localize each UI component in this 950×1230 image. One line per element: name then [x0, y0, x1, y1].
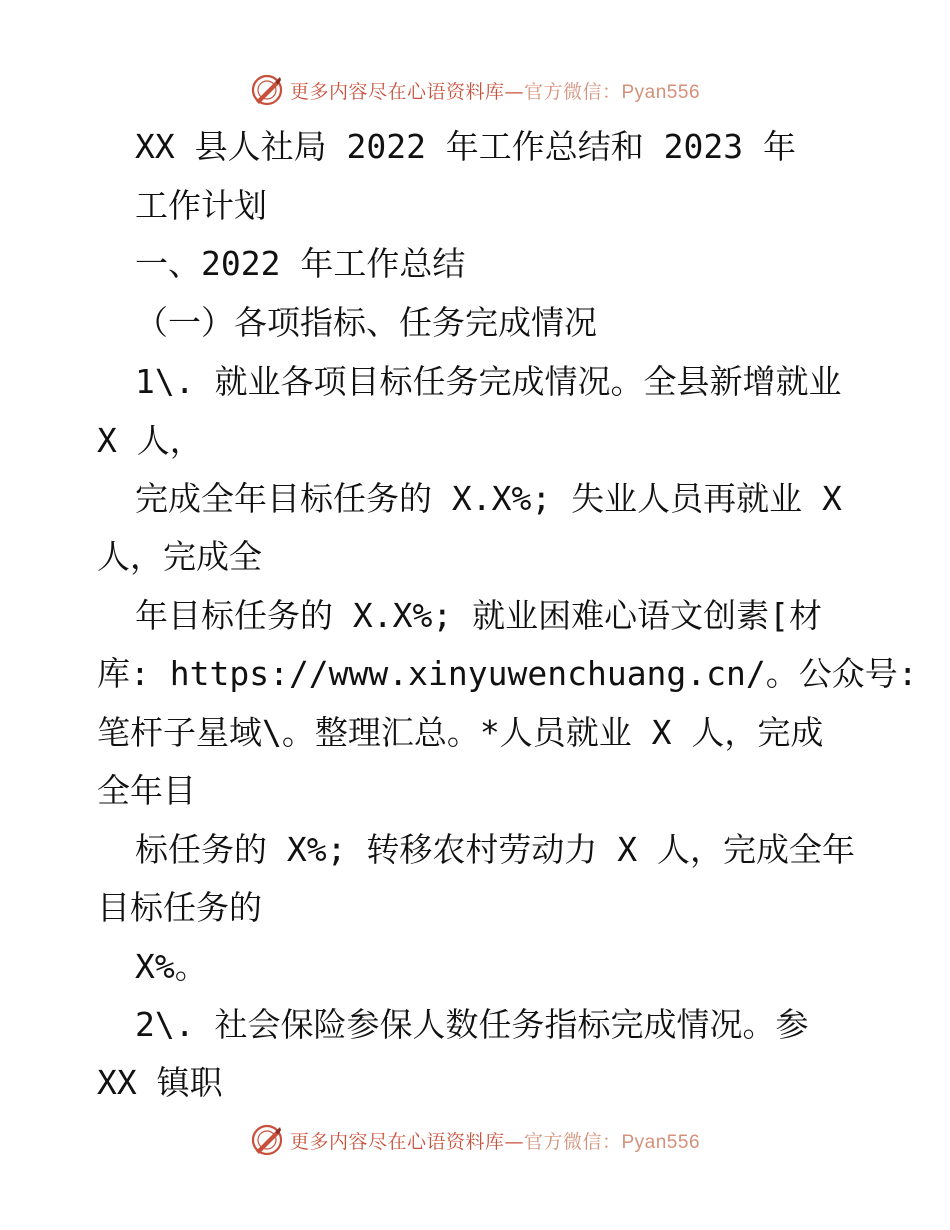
watermark-text	[290, 77, 700, 104]
paragraph-line: XX 镇职	[97, 1063, 223, 1102]
watermark-banner-top	[0, 70, 950, 110]
watermark-main-text: 更多内容尽在心语资料库	[289, 1130, 505, 1153]
watermark-dash: —	[504, 1130, 524, 1153]
paragraph-line: 库: https://www.xinyuwenchuang.cn/。公众号:	[97, 654, 918, 693]
paragraph-line: 人，完成全	[97, 537, 262, 576]
paragraph-line: 完成全年目标任务的 X.X%; 失业人员再就业 X	[135, 479, 842, 518]
paragraph-line: 笔杆子星域\。整理汇总。*人员就业 X 人，完成	[97, 713, 824, 752]
paragraph-line: X 人，	[97, 421, 203, 460]
watermark-contact: 官方微信：Pyan556	[524, 1131, 701, 1153]
watermark-dash: —	[504, 80, 524, 103]
paragraph-line: X%。	[135, 947, 208, 986]
paragraph-line: 年目标任务的 X.X%; 就业困难心语文创素[材	[135, 596, 822, 635]
watermark-text	[290, 1127, 700, 1154]
subsection-heading: （一）各项指标、任务完成情况	[135, 303, 597, 342]
pen-logo-icon	[250, 73, 284, 107]
pen-logo-icon	[250, 1123, 284, 1157]
doc-title-line-1: XX 县人社局 2022 年工作总结和 2023 年	[135, 127, 797, 166]
paragraph-line: 目标任务的	[97, 888, 262, 927]
watermark-main-text: 更多内容尽在心语资料库	[289, 80, 505, 103]
paragraph-line: 全年目	[97, 771, 196, 810]
watermark-banner-bottom	[0, 1120, 950, 1160]
paragraph-line: 标任务的 X%; 转移农村劳动力 X 人，完成全年	[135, 830, 855, 869]
watermark-contact: 官方微信：Pyan556	[524, 81, 701, 103]
doc-title-line-2: 工作计划	[135, 186, 267, 225]
paragraph-line: 2\. 社会保险参保人数任务指标完成情况。参	[135, 1005, 809, 1044]
paragraph-line: 1\. 就业各项目标任务完成情况。全县新增就业	[135, 362, 842, 401]
section-heading: 一、2022 年工作总结	[135, 244, 466, 283]
